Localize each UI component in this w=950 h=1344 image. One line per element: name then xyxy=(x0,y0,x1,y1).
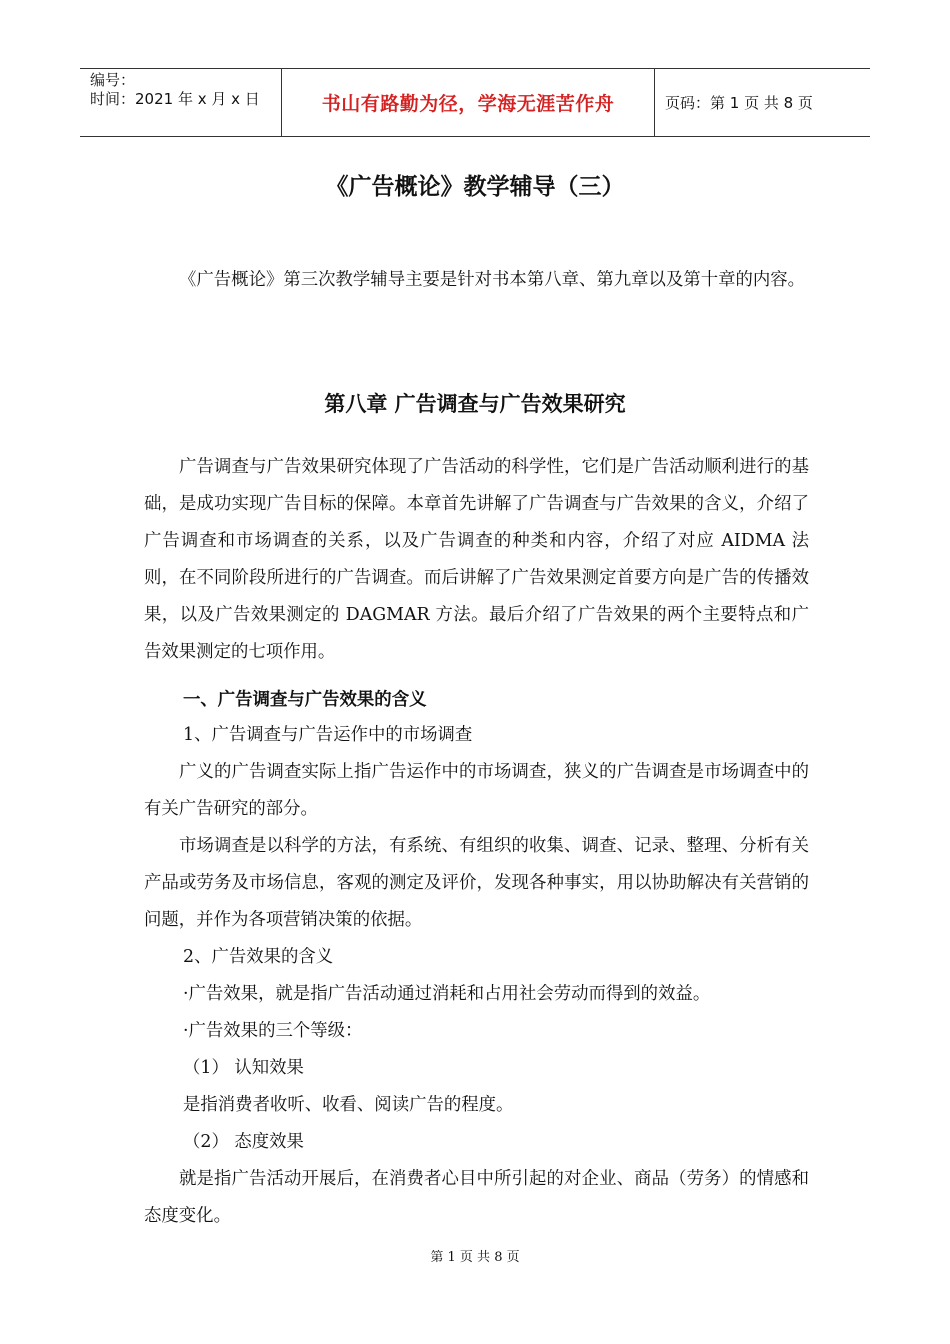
level2-description: 就是指广告活动开展后，在消费者心目中所引起的对企业、商品（劳务）的情感和态度变化。 xyxy=(144,1169,809,1226)
level1-description: 是指消费者收听、收看、阅读广告的程度。 xyxy=(183,1095,514,1115)
level2-heading: （2） 态度效果 xyxy=(183,1132,304,1152)
item1-paragraph-2: 市场调查是以科学的方法，有系统、有组织的收集、调查、记录、整理、分析有关产品或劳务及市场信息，客观的测定及评价，发现各种事实，用以协助解决有关营销的问题，并作为各项营销决策的依据。 xyxy=(144,836,809,930)
item2-heading: 2、广告效果的含义 xyxy=(183,947,334,967)
section-heading: 一、广告调查与广告效果的含义 xyxy=(183,690,427,710)
document-header xyxy=(80,68,870,137)
chapter-title: 第八章 广告调查与广告效果研究 xyxy=(324,392,626,416)
item1-paragraph-1: 广义的广告调查实际上指广告运作中的市场调查，狭义的广告调查是市场调查中的有关广告研究的部分。 xyxy=(144,762,809,819)
page-label: 页码：第 1 页 共 8 页 xyxy=(665,94,813,112)
motto: 书山有路勤为径，学海无涯苦作舟 xyxy=(321,93,615,115)
intro-paragraph: 《广告概论》第三次教学辅导主要是针对书本第八章、第九章以及第十章的内容。 xyxy=(179,270,806,290)
header-page-cell xyxy=(655,69,870,136)
level1-heading: （1） 认知效果 xyxy=(183,1058,304,1078)
document-title: 《广告概论》教学辅导（三） xyxy=(325,174,625,200)
item1-heading: 1、广告调查与广告运作中的市场调查 xyxy=(183,725,473,745)
chapter-summary: 广告调查与广告效果研究体现了广告活动的科学性，它们是广告活动顺利进行的基础，是成功实现广告目标的保障。本章首先讲解了广告调查与广告效果的含义，介绍了广告调查和市场调查的关系，以及广告调查的种类和内容，介绍了对应 AIDMA 法则，在不同阶段所进行的广告调查。而后讲解了广告效果测定首要方向是广告的传播效果，以及广告效果测定的 DAGMAR 方法。最后介绍了广告效果的两个主要特点和广告效果测定的七项作用。 xyxy=(144,457,809,662)
page-footer: 第 1 页 共 8 页 xyxy=(430,1250,520,1265)
header-meta xyxy=(80,69,281,136)
bullet-definition: ·广告效果，就是指广告活动通过消耗和占用社会劳动而得到的效益。 xyxy=(183,984,711,1004)
bullet-levels: ·广告效果的三个等级： xyxy=(183,1021,363,1041)
header-motto-cell xyxy=(281,69,655,136)
number-label: 编号： xyxy=(90,71,136,89)
date-label: 时间：2021 年 x 月 x 日 xyxy=(90,90,260,108)
